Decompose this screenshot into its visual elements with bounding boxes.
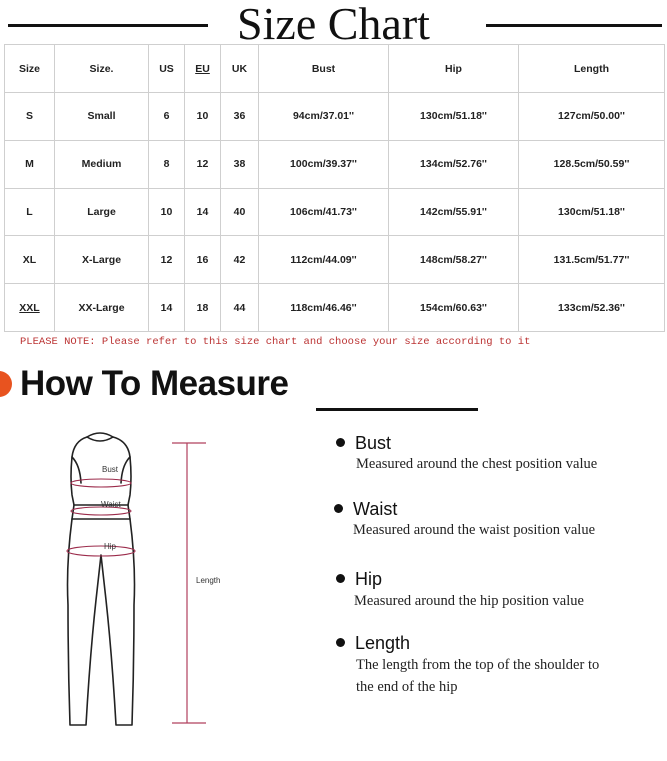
header-size-name: Size. [55, 45, 149, 93]
cell-size: XL [5, 236, 55, 284]
measure-title-rule [316, 408, 478, 411]
chart-title: Size Chart [219, 0, 448, 49]
cell-size: S [5, 93, 55, 141]
cell-us: 8 [149, 140, 185, 188]
cell-hip: 130cm/51.18'' [389, 93, 519, 141]
header-eu: EU [185, 45, 221, 93]
cell-uk: 40 [221, 188, 259, 236]
cell-length: 127cm/50.00'' [519, 93, 665, 141]
cell-size-name: X-Large [55, 236, 149, 284]
size-table [4, 44, 665, 332]
cell-size-name: Medium [55, 140, 149, 188]
cell-size: L [5, 188, 55, 236]
cell-uk: 38 [221, 140, 259, 188]
bullet-icon [336, 574, 345, 583]
figure-label-waist: Waist [101, 500, 121, 509]
cell-bust: 106cm/41.73'' [259, 188, 389, 236]
table-row [5, 93, 665, 141]
waist-heading: Waist [334, 499, 397, 520]
measure-title: How To Measure [20, 364, 289, 403]
figure-label-length: Length [196, 576, 221, 585]
cell-eu: 18 [185, 284, 221, 332]
cell-uk: 42 [221, 236, 259, 284]
header-us: US [149, 45, 185, 93]
cell-us: 14 [149, 284, 185, 332]
cell-us: 10 [149, 188, 185, 236]
cell-bust: 118cm/46.46'' [259, 284, 389, 332]
cell-size: M [5, 140, 55, 188]
cell-length: 130cm/51.18'' [519, 188, 665, 236]
header-length: Length [519, 45, 665, 93]
cell-bust: 112cm/44.09'' [259, 236, 389, 284]
cell-hip: 134cm/52.76'' [389, 140, 519, 188]
cell-size-name: Large [55, 188, 149, 236]
length-description-line1: The length from the top of the shoulder to [356, 657, 600, 673]
bullet-icon [334, 504, 343, 513]
cell-bust: 94cm/37.01'' [259, 93, 389, 141]
cell-length: 131.5cm/51.77'' [519, 236, 665, 284]
figure-label-bust: Bust [102, 465, 119, 474]
cell-hip: 154cm/60.63'' [389, 284, 519, 332]
cell-length: 133cm/52.36'' [519, 284, 665, 332]
neckline-shape [87, 433, 113, 441]
table-row [5, 188, 665, 236]
cell-hip: 142cm/55.91'' [389, 188, 519, 236]
cell-bust: 100cm/39.37'' [259, 140, 389, 188]
hip-description: Measured around the hip position value [354, 593, 584, 609]
table-row [5, 236, 665, 284]
cell-eu: 10 [185, 93, 221, 141]
cell-eu: 16 [185, 236, 221, 284]
cell-eu: 14 [185, 188, 221, 236]
cell-us: 12 [149, 236, 185, 284]
length-heading: Length [336, 633, 410, 654]
cell-us: 6 [149, 93, 185, 141]
bust-heading: Bust [336, 433, 391, 454]
bust-measure-ellipse [71, 479, 131, 487]
bullet-icon [336, 438, 345, 447]
size-note: PLEASE NOTE: Please refer to this size chart and choose your size according to it [20, 336, 531, 348]
bullet-icon [336, 638, 345, 647]
accent-dot [0, 371, 12, 397]
cell-uk: 44 [221, 284, 259, 332]
waist-description: Measured around the waist position value [353, 522, 596, 538]
cell-uk: 36 [221, 93, 259, 141]
cell-size: XXL [5, 284, 55, 332]
cell-length: 128.5cm/50.59'' [519, 140, 665, 188]
cell-size-name: Small [55, 93, 149, 141]
cell-eu: 12 [185, 140, 221, 188]
header-bust: Bust [259, 45, 389, 93]
trousers-shape [68, 519, 135, 725]
bust-description: Measured around the chest position value [356, 456, 598, 472]
length-description-line2: the end of the hip [356, 679, 458, 695]
table-row [5, 284, 665, 332]
header-size: Size [5, 45, 55, 93]
header-hip: Hip [389, 45, 519, 93]
table-row [5, 140, 665, 188]
table-header-row [5, 45, 665, 93]
jumpsuit-figure [50, 425, 220, 745]
cell-size-name: XX-Large [55, 284, 149, 332]
hip-heading: Hip [336, 569, 382, 590]
figure-label-hip: Hip [104, 542, 117, 551]
header-uk: UK [221, 45, 259, 93]
cell-hip: 148cm/58.27'' [389, 236, 519, 284]
